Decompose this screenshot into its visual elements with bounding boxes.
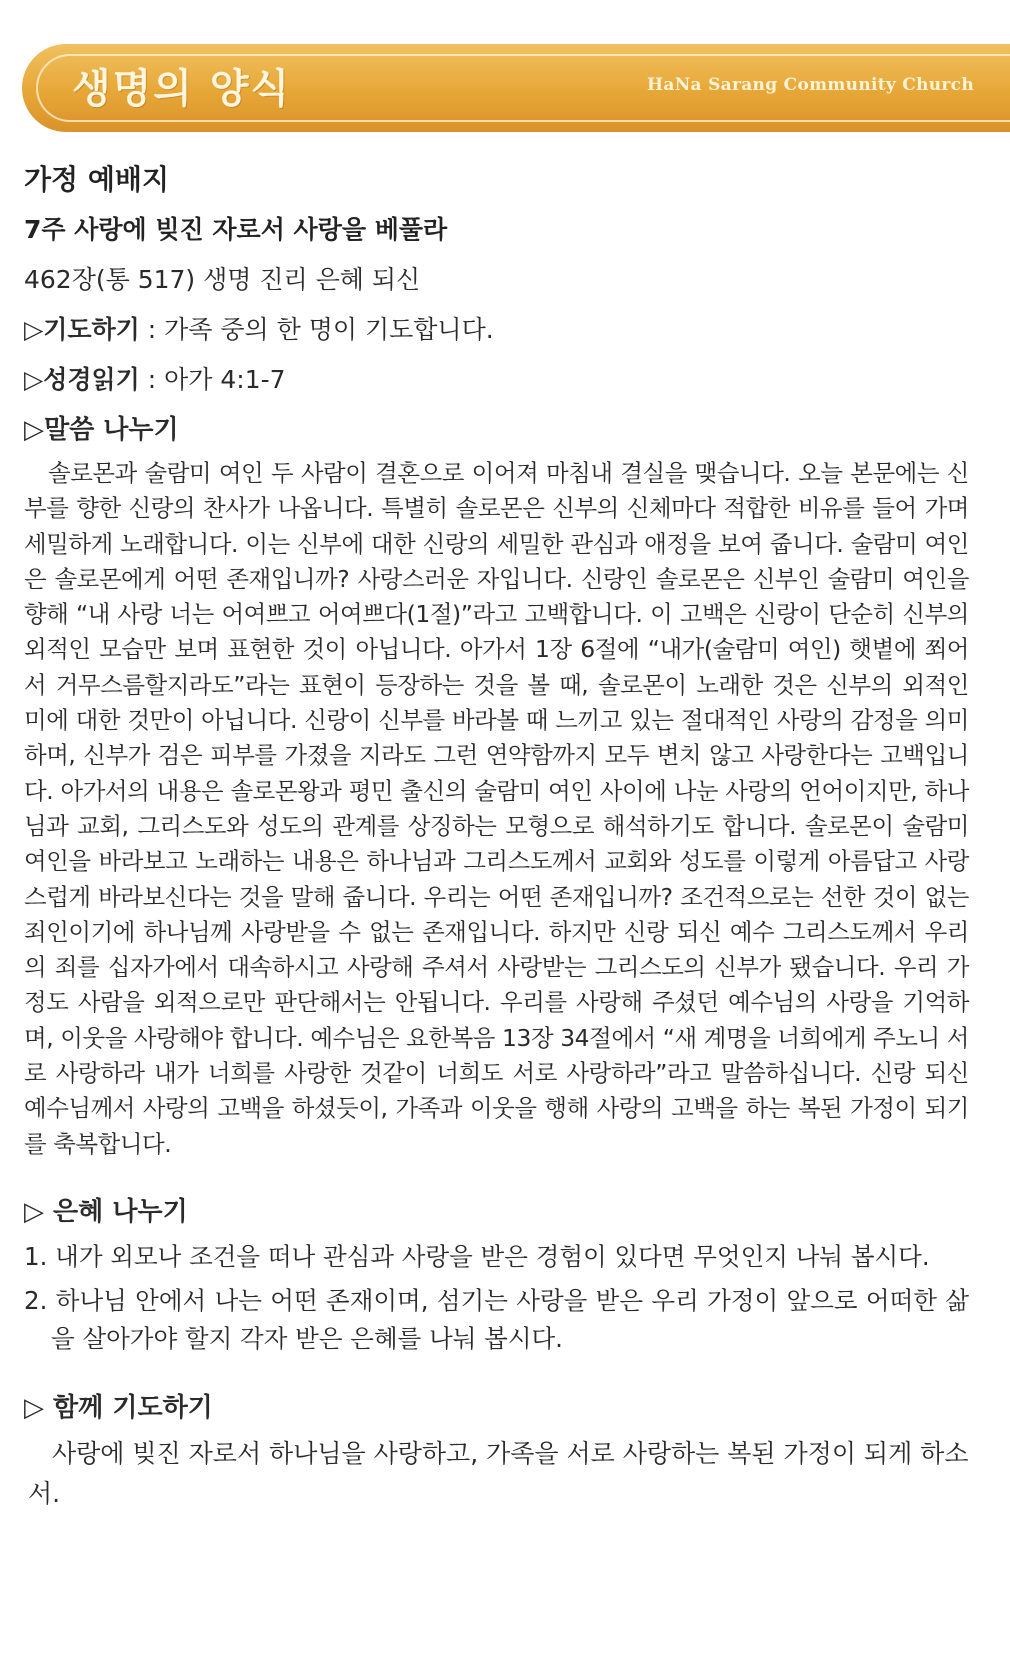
message-heading: ▷말씀 나누기 [24,415,179,445]
prayer-line [24,310,969,360]
together-heading: ▷ 함께 기도하기 [24,1392,213,1423]
scripture-line [24,360,969,410]
header-banner [22,44,1010,132]
list-item: 2. 하나님 안에서 나는 어떤 존재이며, 섬기는 사랑을 받은 우리 가정이 앞으로 어떠한 삶을 살아가야 할지 각자 받은 은혜를 나눠 봅시다. [24,1285,969,1353]
scripture-text: : 아가 4:1-7 [139,365,286,394]
grace-list [24,1238,969,1358]
week-title: 7주 사랑에 빚진 자로서 사랑을 베풀라 [24,215,448,244]
document-body [24,158,969,1514]
closing-prayer: 사랑에 빚진 자로서 하나님을 사랑하고, 가족을 서로 사랑하는 복된 가정이 되게 하소서. [28,1438,969,1508]
prayer-text: : 가족 중의 한 명이 기도합니다. [139,315,494,344]
scripture-label: ▷성경읽기 [24,365,140,394]
list-item: 1. 내가 외모나 조건을 떠나 관심과 사랑을 받은 경험이 있다면 무엇인지 나눠 봅시다. [24,1241,930,1271]
hymn-line: 462장(통 517) 생명 진리 은혜 되신 [24,265,421,294]
banner-title: 생명의 양식 [72,65,292,112]
grace-heading: ▷ 은혜 나누기 [24,1196,188,1227]
page-title: 가정 예배지 [24,163,169,196]
prayer-label: ▷기도하기 [24,315,140,344]
message-body: 솔로몬과 술람미 여인 두 사람이 결혼으로 이어져 마침내 결실을 맺습니다. 오늘 본문에는 신부를 향한 신랑의 찬사가 나옵니다. 특별히 솔로몬은 신부의 신체마다 적합한 비유를 들어 가며 세밀하게 노래합니다. 이는 신부에 대한 신랑의 세밀한 관심과 애정을 보여 줍니다. 술람미 여인은 솔로몬에게 어떤 존재입니까? 사랑스러운 자입니다. 신랑인 솔로몬은 신부인 술람미 여인을 향해 “내 사랑 너는 어여쁘고 어여쁘다(1절)”라고 고백합니다. 이 고백은 신랑이 단순히 신부의 외적인 모습만 보며 표현한 것이 아닙니다. 아가서 1장 6절에 “내가(술람미 여인) 햇볕에 쬐어서 거무스름할지라도”라는 표현이 등장하는 것을 볼 때, 솔로몬이 노래한 것은 신부의 외적인 미에 대한 것만이 아닙니다. 신랑이 신부를 바라볼 때 느끼고 있는 절대적인 사랑의 감정을 의미하며, 신부가 검은 피부를 가졌을 지라도 그런 연약함까지 모두 변치 않고 사랑한다는 고백입니다. 아가서의 내용은 솔로몬왕과 평민 출신의 술람미 여인 사이에 나눈 사랑의 언어이지만, 하나님과 교회, 그리스도와 성도의 관계를 상징하는 모형으로 해석하기도 합니다. 솔로몬이 술람미 여인을 바라보고 노래하는 내용은 하나님과 그리스도께서 교회와 성도를 이렇게 아름답고 사랑스럽게 바라보신다는 것을 말해 줍니다. 우리는 어떤 존재입니까? 조건적으로는 선한 것이 없는 죄인이기에 하나님께 사랑받을 수 없는 존재입니다. 하지만 신랑 되신 예수 그리스도께서 우리의 죄를 십자가에서 대속하시고 사랑해 주셔서 사랑받는 그리스도의 신부가 됐습니다. 우리 가정도 사람을 외적으로만 판단해서는 안됩니다. 우리를 사랑해 주셨던 예수님의 사랑을 기억하며, 이웃을 사랑해야 합니다. 예수님은 요한복음 13장 34절에서 “새 계명을 너희에게 주노니 서로 사랑하라 내가 너희를 사랑한 것같이 너희도 서로 사랑하라”라고 말씀하십니다. 신랑 되신 예수님께서 사랑의 고백을 하셨듯이, 가족과 이웃을 행해 사랑의 고백을 하는 복된 가정이 되기를 축복합니다. [24,459,969,1158]
church-name: HaNa Sarang Community Church [647,75,974,95]
